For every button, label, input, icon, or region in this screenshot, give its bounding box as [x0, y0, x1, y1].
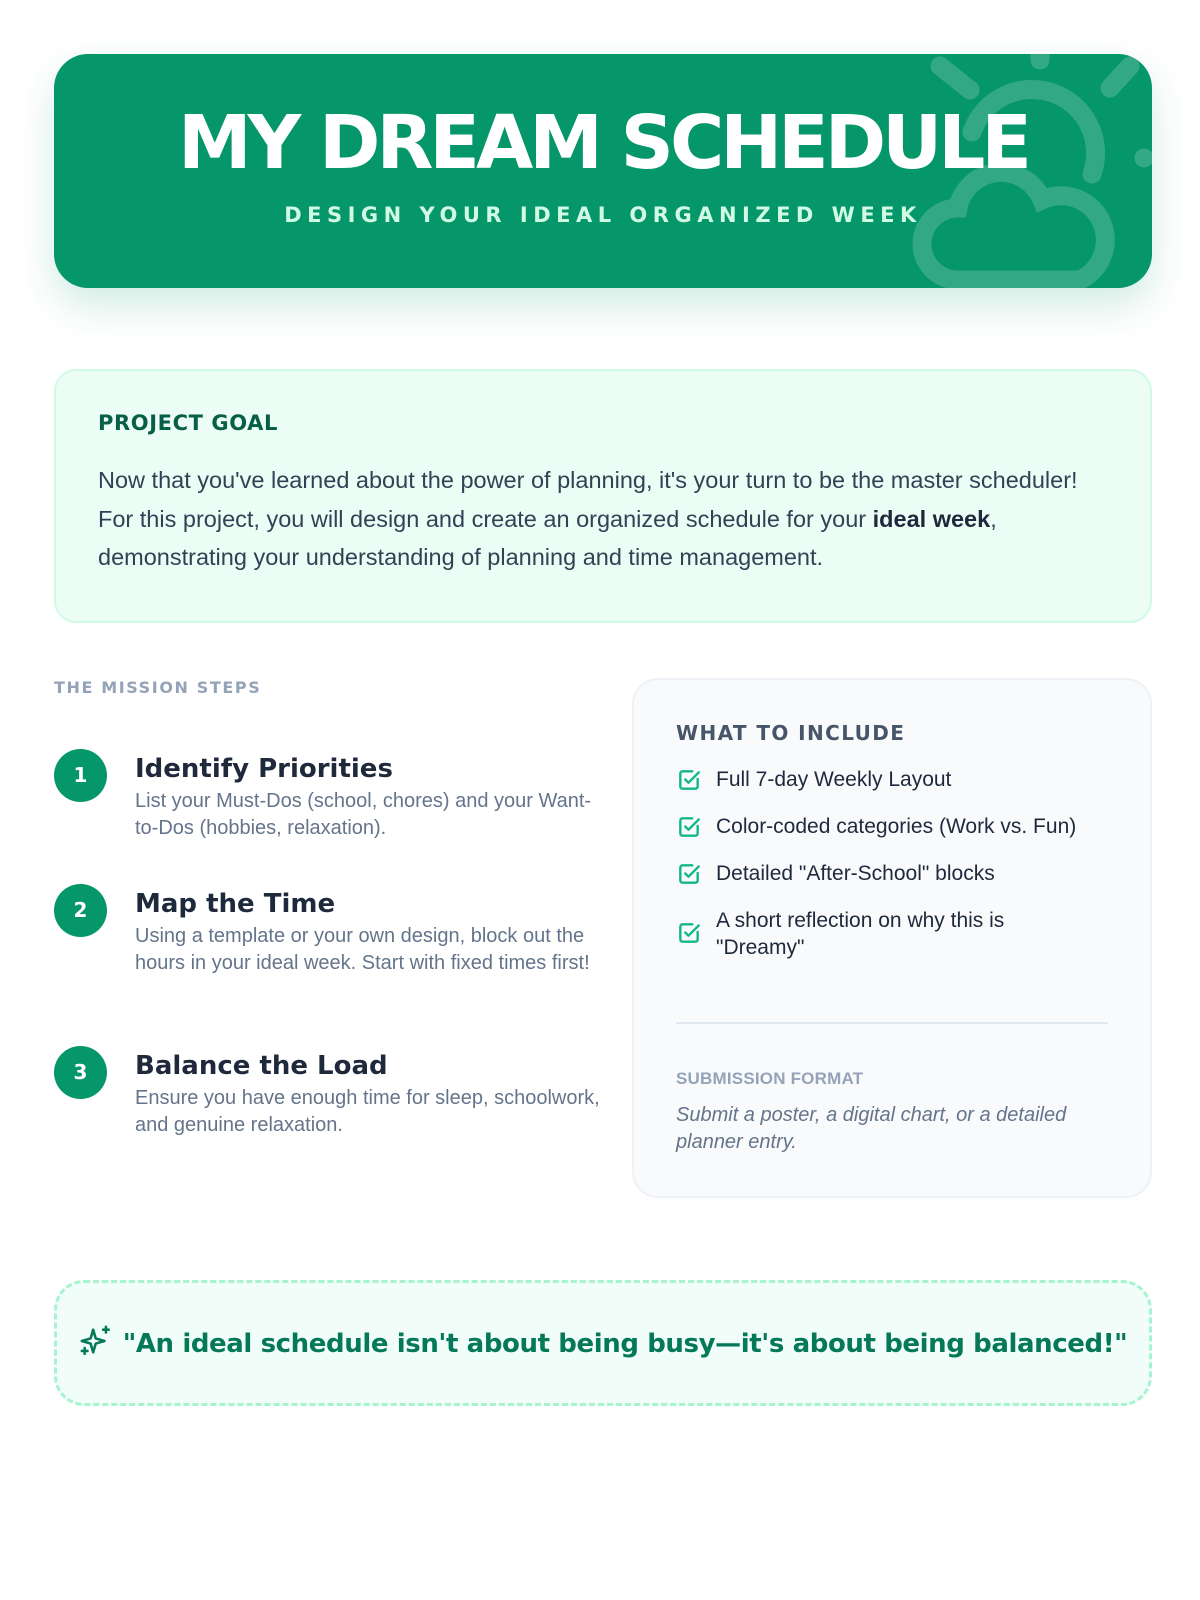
step-number-badge: 2: [54, 884, 107, 937]
header-banner: [54, 54, 1152, 288]
submission-format-text: Submit a poster, a digital chart, or a detailed planner entry.: [676, 1104, 1067, 1153]
page-subtitle: DESIGN YOUR IDEAL ORGANIZED WEEK: [284, 203, 922, 227]
step-description: Ensure you have enough time for sleep, schoolwork, and genuine relaxation.: [135, 1087, 600, 1136]
sparkles-icon: [79, 1324, 113, 1358]
step-content: [135, 1050, 605, 1138]
what-to-include-label: WHAT TO INCLUDE: [676, 721, 906, 745]
step-description: Using a template or your own design, block out the hours in your ideal week. Start with fixed times first!: [135, 925, 590, 974]
step-content: [135, 753, 605, 841]
checklist-item: [676, 858, 1108, 890]
step-number-badge: 3: [54, 1046, 107, 1099]
submission-format-label: SUBMISSION FORMAT: [676, 1069, 864, 1088]
project-goal-text: [98, 461, 1108, 577]
step-title: Balance the Load: [135, 1051, 388, 1081]
step-title: Identify Priorities: [135, 754, 393, 784]
checklist-item-label: Full 7-day Weekly Layout: [716, 768, 952, 791]
goal-text-part: , demonstrating your understanding of planning and time management.: [98, 505, 997, 570]
project-goal-card: [54, 369, 1152, 623]
check-square-icon: [676, 920, 702, 946]
checklist-item-label: A short reflection on why this is "Dreamy": [716, 909, 1005, 959]
quote-text: "An ideal schedule isn't about being busy—it's about being balanced!": [122, 1328, 1128, 1359]
check-square-icon: [676, 861, 702, 887]
step-number-badge: 1: [54, 749, 107, 802]
goal-text-part: Now that you've learned about the power of planning, it's your turn to be the master scheduler! For this project, you will design and create an organized schedule for your: [98, 467, 1078, 532]
page-title: MY DREAM SCHEDULE: [178, 100, 1028, 186]
divider: [676, 1022, 1108, 1024]
goal-emphasis: ideal week: [872, 505, 991, 532]
checklist-item: [676, 811, 1108, 843]
checklist-item-label: Detailed "After-School" blocks: [716, 862, 995, 885]
mission-steps-heading: THE MISSION STEPS: [54, 678, 262, 697]
step-title: Map the Time: [135, 889, 336, 919]
checklist-item-label: Color-coded categories (Work vs. Fun): [716, 815, 1077, 838]
step-content: [135, 888, 605, 976]
include-checklist: [676, 764, 1108, 961]
check-square-icon: [676, 767, 702, 793]
checklist-item: [676, 764, 1108, 796]
step-description: List your Must-Dos (school, chores) and your Want-to-Dos (hobbies, relaxation).: [135, 790, 592, 839]
what-to-include-card: [632, 678, 1152, 1198]
check-square-icon: [676, 814, 702, 840]
checklist-item: [676, 905, 1108, 961]
quote-banner: [54, 1280, 1152, 1406]
project-goal-label: PROJECT GOAL: [98, 411, 278, 435]
